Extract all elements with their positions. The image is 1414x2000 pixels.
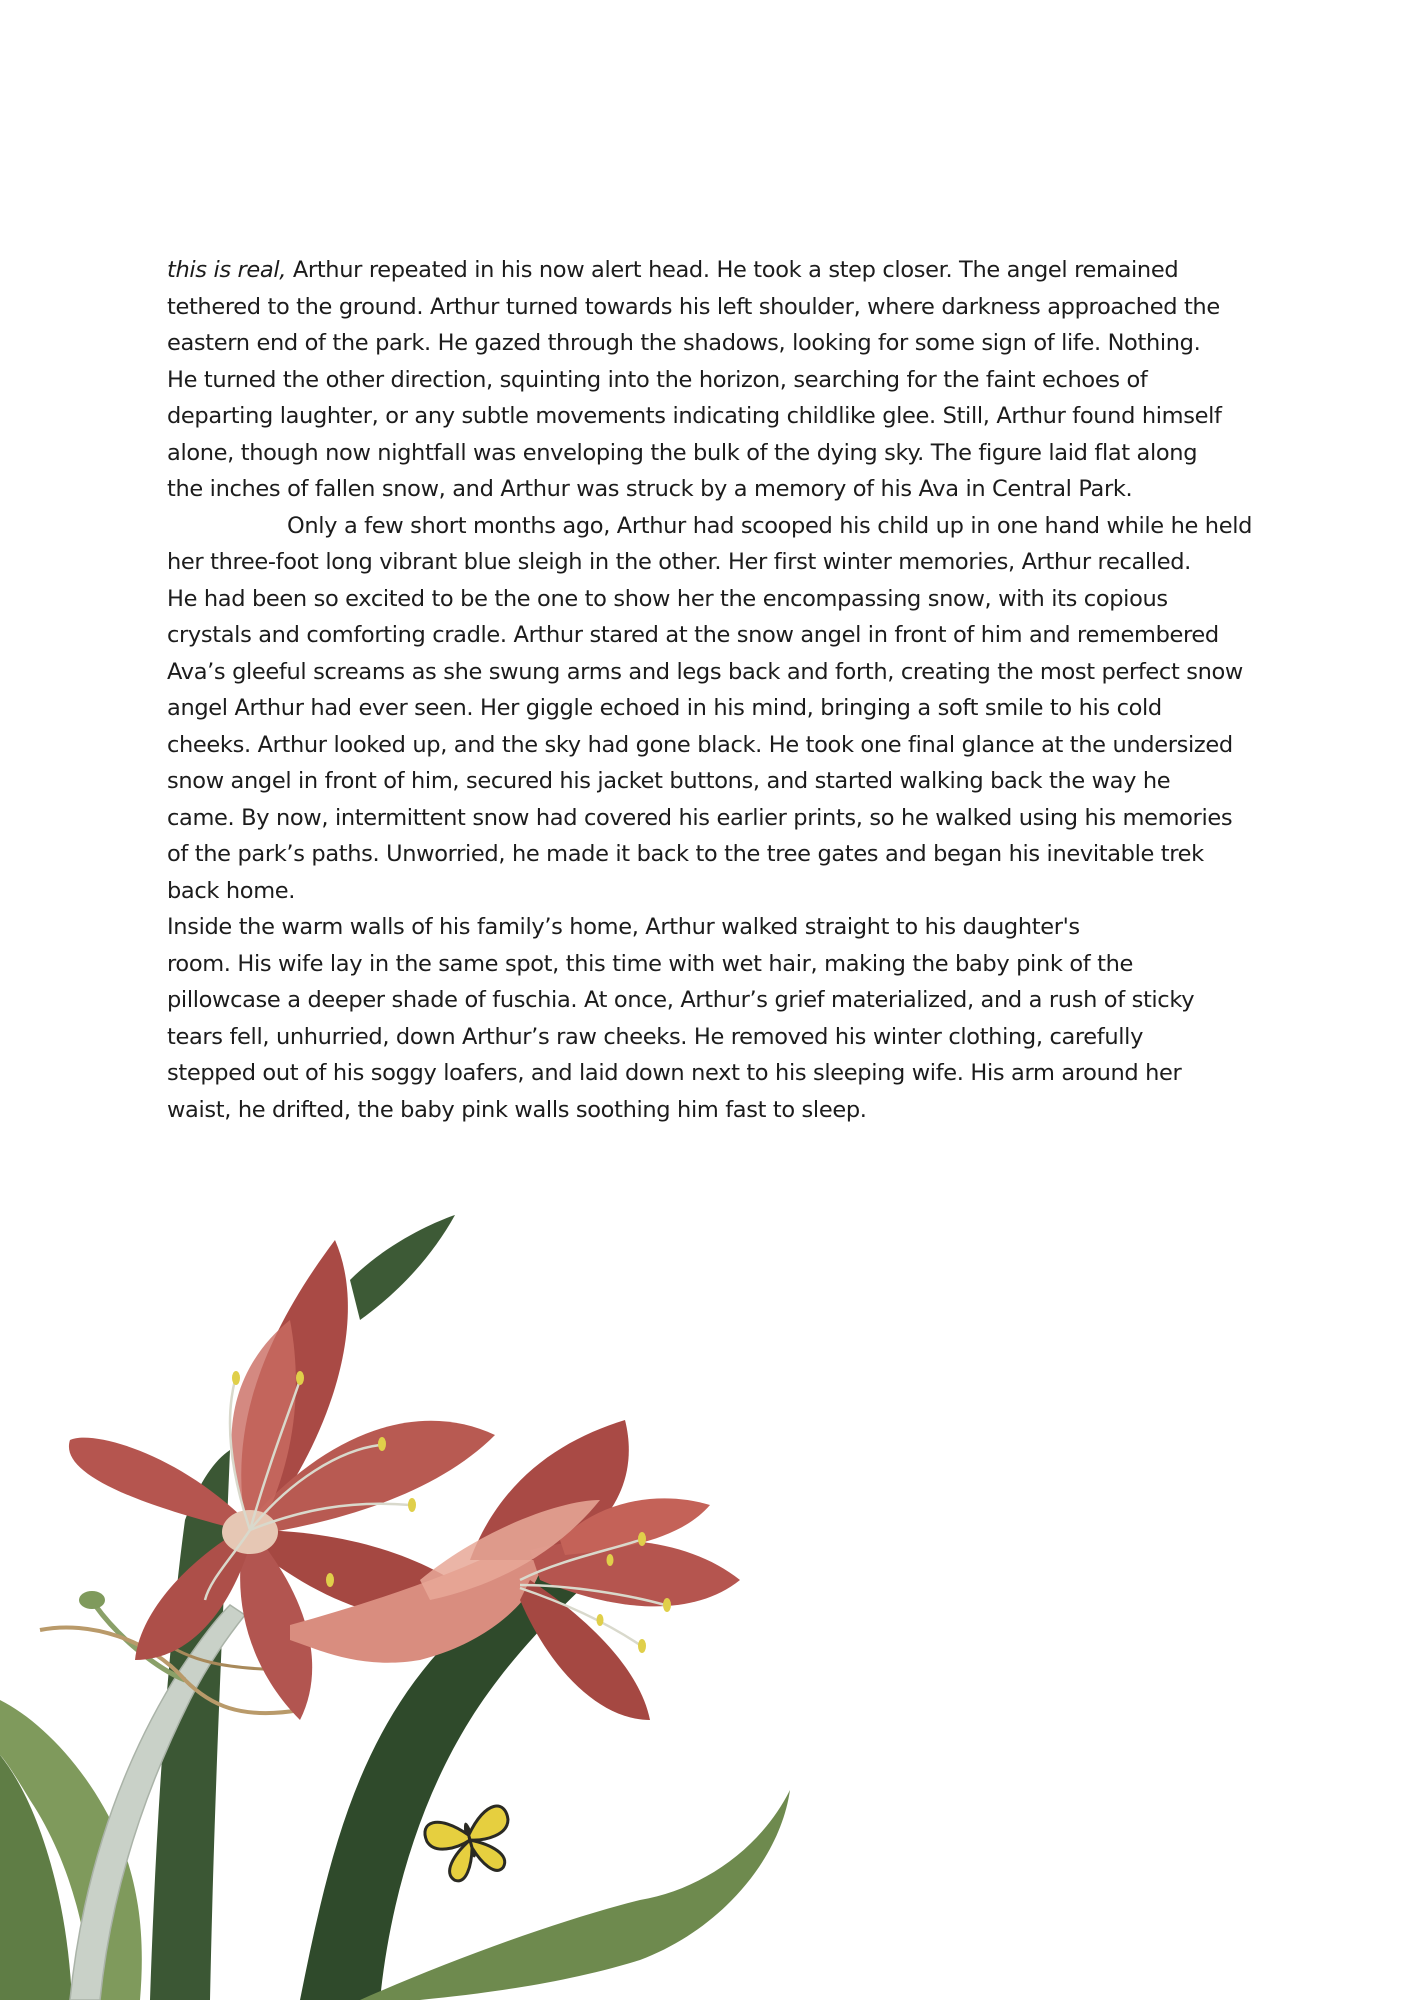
text-line: snow angel in front of him, secured his jacket buttons, and started walking back the way he [167, 768, 1171, 794]
paragraph-2 [167, 508, 1267, 910]
text-line: came. By now, intermittent snow had covered his earlier prints, so he walked using his memories [167, 804, 1233, 831]
text-line: alone, though now nightfall was enveloping the bulk of the dying sky. The figure laid flat along [167, 439, 1198, 466]
text-line: He had been so excited to be the one to show her the encompassing snow, with its copious [167, 585, 1168, 612]
butterfly-icon [422, 1804, 520, 1887]
text-line: Only a few short months ago, Arthur had scooped his child up in one hand while he held [287, 512, 1253, 539]
paragraph-1 [167, 252, 1267, 508]
leaf-icon [360, 1790, 790, 2000]
text-line: of the park’s paths. Unworried, he made it back to the tree gates and began his inevitable trek [167, 841, 1204, 867]
text-line: back home. [167, 877, 296, 904]
text-line: pillowcase a deeper shade of fuschia. At once, Arthur’s grief materialized, and a rush of sticky [167, 987, 1195, 1013]
paragraph-3 [167, 909, 1267, 1128]
text-line: Ava’s gleeful screams as she swung arms and legs back and forth, creating the most perfect snow [167, 658, 1243, 685]
italic-lead: this is real, [167, 257, 287, 283]
text-line: tethered to the ground. Arthur turned towards his left shoulder, where darkness approached the [167, 293, 1220, 320]
text-line: her three-foot long vibrant blue sleigh in the other. Her first winter memories, Arthur recalled. [167, 549, 1191, 575]
text-line: the inches of fallen snow, and Arthur was struck by a memory of his Ava in Central Park. [167, 476, 1133, 502]
text-line: waist, he drifted, the baby pink walls soothing him fast to sleep. [167, 1096, 867, 1123]
amaryllis-flower-icon [0, 1200, 820, 2000]
text-line: cheeks. Arthur looked up, and the sky had gone black. He took one final glance at the undersized [167, 731, 1233, 758]
leaf-icon [350, 1215, 455, 1320]
text-line: this is real, Arthur repeated in his now alert head. He took a step closer. The angel remained [167, 257, 1179, 283]
text-line: departing laughter, or any subtle movements indicating childlike glee. Still, Arthur found himself [167, 403, 1222, 429]
text-line: stepped out of his soggy loafers, and laid down next to his sleeping wife. His arm around her [167, 1060, 1182, 1086]
text-line: crystals and comforting cradle. Arthur stared at the snow angel in front of him and remembered [167, 622, 1219, 648]
bud-icon [79, 1591, 105, 1609]
story-text [167, 252, 1267, 1128]
text-line: eastern end of the park. He gazed through the shadows, looking for some sign of life. Nothing. [167, 330, 1201, 356]
text-line: He turned the other direction, squinting into the horizon, searching for the faint echoes of [167, 366, 1148, 393]
text-line: angel Arthur had ever seen. Her giggle echoed in his mind, bringing a soft smile to his cold [167, 695, 1162, 721]
text-line: room. His wife lay in the same spot, this time with wet hair, making the baby pink of the [167, 950, 1134, 977]
text-line: Inside the warm walls of his family’s home, Arthur walked straight to his daughter's [167, 914, 1080, 940]
text-line: tears fell, unhurried, down Arthur’s raw cheeks. He removed his winter clothing, carefully [167, 1023, 1144, 1050]
